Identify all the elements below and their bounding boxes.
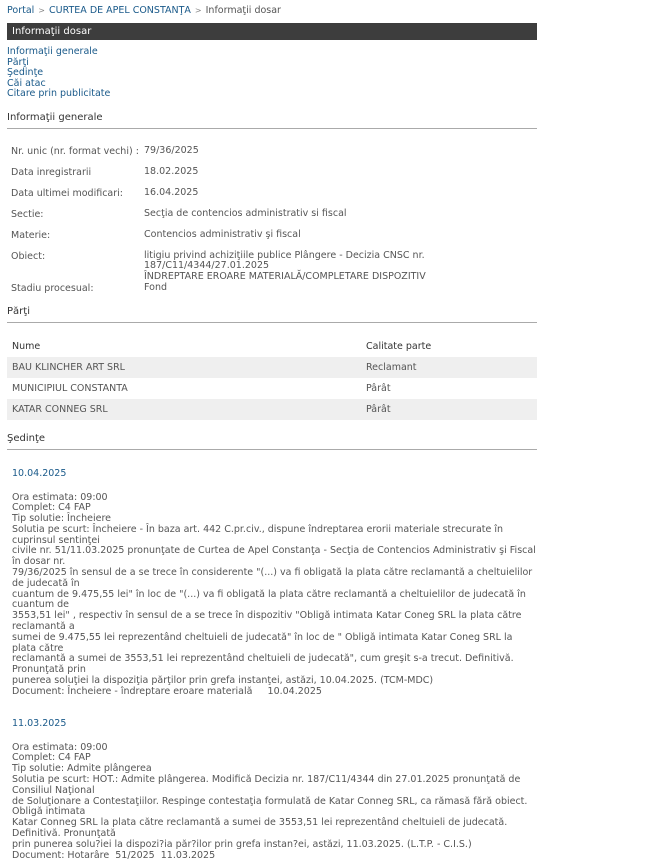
parti-header-row <box>7 336 537 357</box>
table-row <box>7 357 537 378</box>
hearing-entry <box>7 718 537 861</box>
info-value: Fond <box>144 281 167 293</box>
general-heading: Informaţii generale <box>7 112 537 129</box>
nav-link-sedinte[interactable]: Şedinţe <box>7 67 44 78</box>
nav-link-cai-atac[interactable]: Căi atac <box>7 77 46 89</box>
info-row-nr-unic <box>7 146 537 167</box>
hearing-line: Solutia pe scurt: Încheiere - În baza art. 442 C.pr.civ., dispune îndreptarea erorii materiale strecurate în cuprinsul sentinţei <box>12 523 504 546</box>
info-value: Secţia de contencios administrativ si fiscal <box>144 207 347 219</box>
nav-link-parti[interactable]: Părţi <box>7 56 29 68</box>
column-header-nume: Nume <box>12 340 41 352</box>
hearing-line: Ora estimata: 09:00 <box>12 741 108 753</box>
info-label: Obiect: <box>11 250 46 262</box>
hearing-document[interactable]: Document: Hotarâre 51/2025 11.03.2025 <box>12 849 216 861</box>
hearing-details <box>12 743 537 861</box>
info-row-stadiu <box>7 283 537 304</box>
info-value-line: ÎNDREPTARE EROARE MATERIALĂ/COMPLETARE DISPOZITIV <box>144 270 426 282</box>
hearing-document[interactable]: Document: Încheiere - îndreptare eroare materială 10.04.2025 <box>12 685 322 697</box>
breadcrumb-portal-link[interactable]: Portal <box>7 5 35 16</box>
hearing-line: Ora estimata: 09:00 <box>12 491 108 503</box>
section-nav <box>7 47 537 100</box>
breadcrumb-court-link[interactable]: CURTEA DE APEL CONSTANŢA <box>49 5 191 16</box>
info-value: 16.04.2025 <box>144 186 199 198</box>
party-role: Pârât <box>361 399 537 420</box>
nav-link-informatii-generale[interactable]: Informaţii generale <box>7 46 98 57</box>
info-value-line: litigiu privind achiziţiile publice Plângere - Decizia CNSC nr. 187/C11/4344/27.01.2025 <box>144 249 425 271</box>
info-row-data-modificari <box>7 188 537 209</box>
page-container <box>7 0 537 861</box>
hearing-date: 10.04.2025 <box>12 467 67 479</box>
hearing-line: de Soluţionare a Contestaţiilor. Respinge contestaţia formulată de Katar Conneg SRL, ca rămasă fără obiect. Obligă intimata <box>12 795 528 818</box>
hearing-date: 11.03.2025 <box>12 717 67 729</box>
info-label: Sectie: <box>11 208 44 220</box>
hearing-line: 79/36/2025 în sensul de a se trece în considerente "(...) va fi obligată la plata către reclamantă a cheltuielilor de judecată în <box>12 567 533 589</box>
info-row-materie <box>7 230 537 251</box>
info-value <box>144 251 537 283</box>
nav-link-citare[interactable]: Citare prin publicitate <box>7 88 111 99</box>
party-name: MUNICIPIUL CONSTANTA <box>12 382 128 394</box>
breadcrumb-separator-icon: > <box>194 6 202 15</box>
hearing-line: cuantum de 9.475,55 lei" în loc de "(...) va fi obligată la plata către reclamantă a cheltuielilor de judecată în cuantum de <box>12 588 526 611</box>
hearing-line: sumei de 9.475,55 lei reprezentând cheltuieli de judecată" în loc de " Obligă intimata Katar Coneg SRL la plata către <box>12 631 513 654</box>
column-header-calitate: Calitate parte <box>366 340 432 352</box>
breadcrumb-separator-icon: > <box>38 6 45 15</box>
hearing-line: Complet: C4 FAP <box>12 752 91 764</box>
info-label: Stadiu procesual: <box>11 282 94 294</box>
party-role: Reclamant <box>361 357 537 378</box>
general-info <box>7 146 537 304</box>
hearing-line: civile nr. 51/11.03.2025 pronunţate de Curtea de Apel Constanţa - Secţia de Contencios Administrativ şi Fiscal în dosar nr. <box>12 545 536 568</box>
parti-table <box>7 336 537 420</box>
hearing-line: Tip solutie: Admite plângerea <box>12 763 152 775</box>
party-name: KATAR CONNEG SRL <box>7 399 361 420</box>
info-row-sectie <box>7 209 537 230</box>
breadcrumb-current: Informaţii dosar <box>205 5 281 16</box>
info-value: Contencios administrativ şi fiscal <box>144 228 301 240</box>
hearing-line: Solutia pe scurt: HOT.: Admite plângerea. Modifică Decizia nr. 187/C11/4344 din 27.01.2025 pronunţată de Consiliul Naţional <box>12 774 521 796</box>
info-row-data-inregistrarii <box>7 167 537 188</box>
hearing-line: Complet: C4 FAP <box>12 502 91 514</box>
table-row <box>7 378 537 399</box>
hearing-line: Katar Conneg SRL la plata către reclamantă a sumei de 3553,51 lei reprezentând cheltuieli de judecată. Definitivă. Pronunţată <box>12 817 508 840</box>
hearing-line: punerea soluţiei la dispoziţia părţilor prin grefa instanţei, astăzi, 10.04.2025. (TCM-MDC) <box>12 675 434 687</box>
table-row <box>7 399 537 420</box>
hearing-entry <box>7 468 537 698</box>
sedinte-heading: Şedinţe <box>7 433 537 450</box>
info-row-obiect <box>7 251 537 283</box>
info-label: Data inregistrarii <box>11 166 92 178</box>
info-value: 79/36/2025 <box>144 144 199 156</box>
breadcrumb <box>7 0 537 22</box>
parti-heading: Părţi <box>7 306 537 323</box>
info-value: 18.02.2025 <box>144 165 199 177</box>
party-name: BAU KLINCHER ART SRL <box>7 357 361 378</box>
info-label: Data ultimei modificari: <box>11 187 123 199</box>
hearing-line: Tip solutie: Încheiere <box>12 513 111 525</box>
hearing-details <box>12 493 537 698</box>
info-label: Nr. unic (nr. format vechi) : <box>11 145 139 157</box>
party-role: Pârât <box>366 382 391 394</box>
hearing-line: prin punerea solu?iei la dispozi?ia păr?ilor prin grefa instan?ei, astăzi, 11.03.2025. (L.T.P. - C.I.S.) <box>12 838 472 850</box>
page-title: Informaţii dosar <box>7 23 537 40</box>
info-label: Materie: <box>11 229 51 241</box>
hearing-line: 3553,51 lei" , respectiv în sensul de a se trece în dispozitiv "Obligă intimata Katar Coneg SRL la plata către reclamantă a <box>12 610 522 633</box>
hearing-line: reclamantă a sumei de 3553,51 lei reprezentând cheltuieli de judecată", cum greşit s-a trecut. Definitivă. Pronunţată prin <box>12 653 514 676</box>
